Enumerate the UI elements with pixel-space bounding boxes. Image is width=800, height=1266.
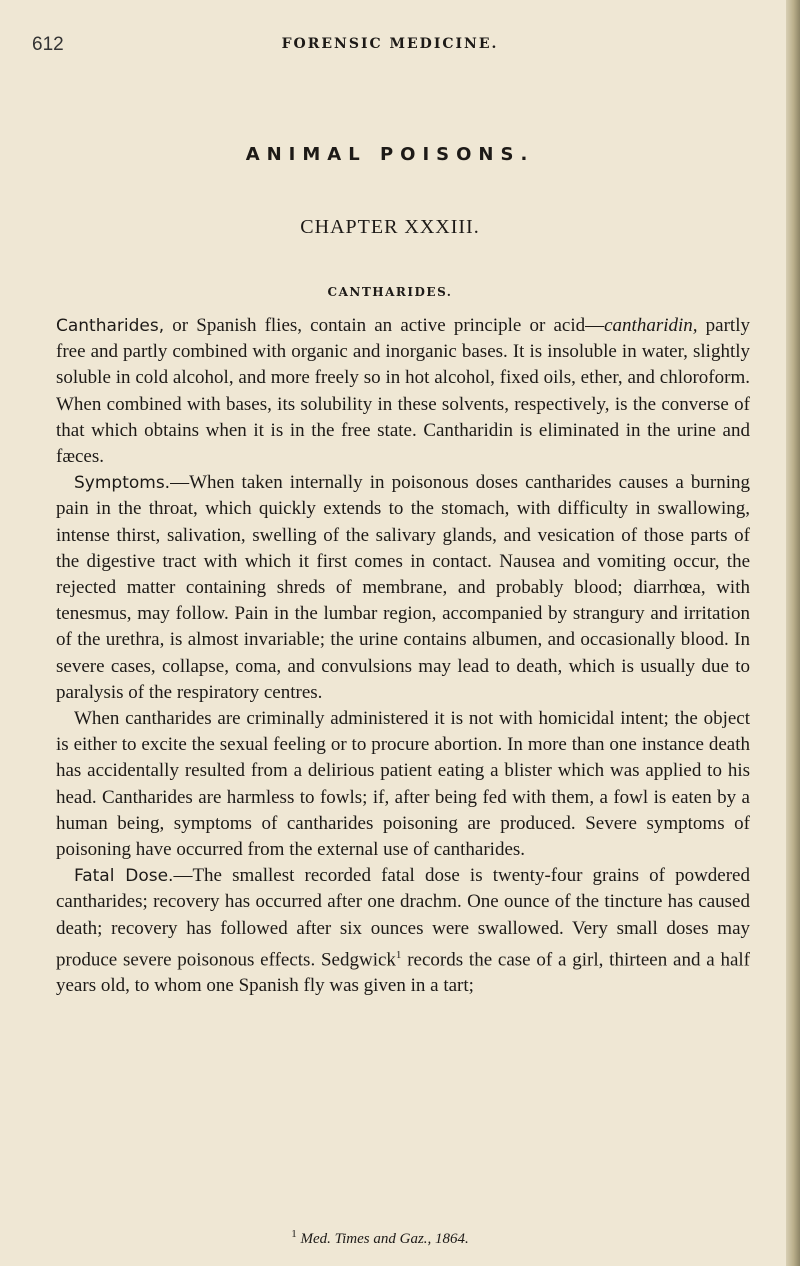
paragraph-fatal-dose [56,863,750,999]
footnote [0,1228,760,1248]
paragraph-intro [56,313,750,470]
paragraph-text: or Spanish flies, contain an active principle or acid— [164,315,605,336]
paragraph-criminal [56,706,750,863]
page-number: 612 [32,34,64,55]
paragraph-head: Symptoms. [74,473,171,494]
footnote-text: Med. Times and Gaz., 1864. [296,1231,469,1247]
paragraph-text: —When taken internally in poisonous doses cantharides causes a burning pain in the throat, which quickly extends to the stomach, with difficulty in swallowing, intense thirst, salivation, swelling of the salivary glands, and vesication of those parts of the digestive tract with which it first comes in contact. Nausea and vomiting occur, the rejected matter containing shreds of membrane, and probably blood; diarrhœa, with tenesmus, may follow. Pain in the lumbar region, accompanied by strangury and irritation of the urethra, is almost invariable; the urine contains albumen, and occasionally blood. In severe cases, collapse, coma, and convulsions may lead to death, which is usually due to paralysis of the respiratory centres. [56,472,750,703]
paragraph-text: partly free and partly combined with organic and inorganic bases. It is insoluble in water, slightly soluble in cold alcohol, and more freely so in hot alcohol, fixed oils, ether, and chloroform. When combined with bases, its solubility in these solvents, respectively, is the converse of that which obtains when it is in the free state. Cantharidin is eliminated in the urine and fæces. [56,315,750,468]
footnote-reference: 1 [395,948,402,961]
running-head: FORENSIC MEDICINE. [281,36,499,52]
paragraph-head: Fatal Dose. [74,866,174,887]
paragraph-text: —The smallest recorded fatal dose is twenty-four grains of powdered cantharides; recovery has occurred after one drachm. One ounce of the tincture has caused death; recovery has followed after six ounces were swallowed. Very small doses may produce severe poisonous effects. Sedgwick [56,865,750,971]
body-text [56,313,750,1000]
paragraph-text: records the case of a girl, thirteen and a half years old, to whom one Spanish fly was given in a tart; [56,949,750,997]
page-header [0,34,780,58]
chapter-title: CHAPTER XXXIII. [300,216,480,238]
footnote-mark: 1 [291,1228,297,1240]
page-edge [786,0,800,1266]
section-title: ANIMAL POISONS. [245,144,535,165]
paragraph-symptoms [56,470,750,706]
subject-title: CANTHARIDES. [327,285,453,299]
paragraph-head: Cantharides, [56,316,165,336]
paragraph-text: When cantharides are criminally administered it is not with homicidal intent; the object is either to excite the sexual feeling or to procure abortion. In more than one instance death has accidentally resulted from a delirious patient eating a blister which was applied to his head. Cantharides are harmless to fowls; if, after being fed with them, a fowl is eaten by a human being, symptoms of cantharides poisoning are produced. Severe symptoms of poisoning have occurred from the external use of cantharides. [56,708,750,861]
italic-term: cantharidin, [604,315,698,336]
